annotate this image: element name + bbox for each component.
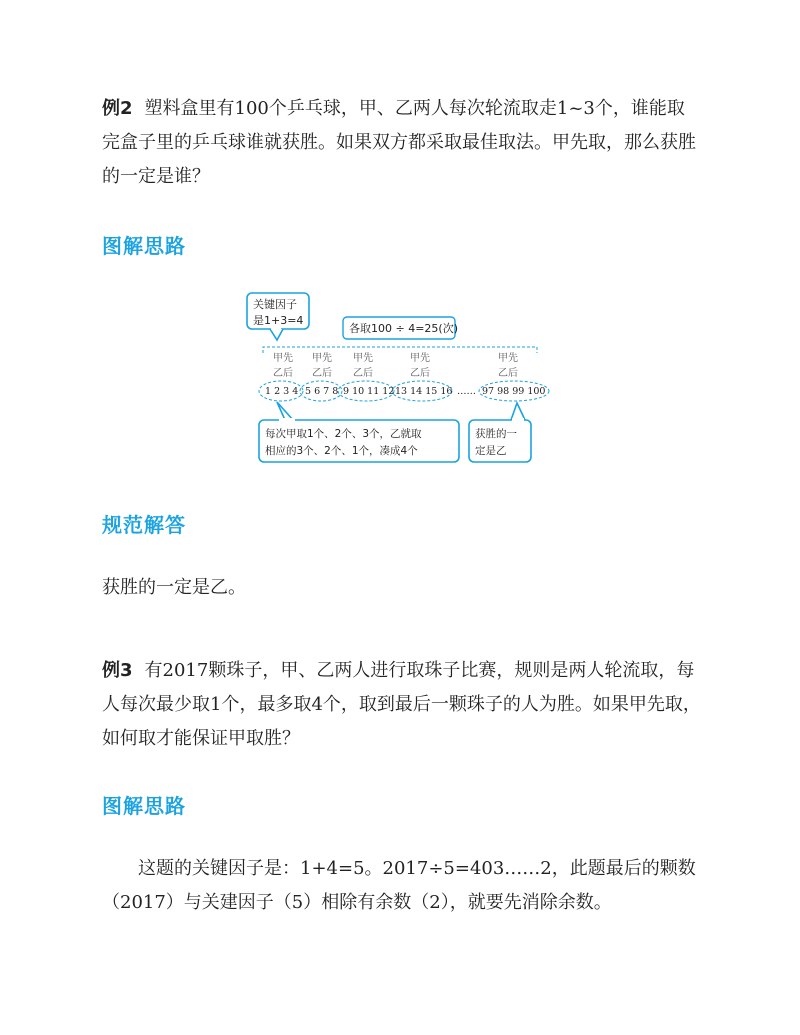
group-text-4: 13 14 15 16 [395, 386, 453, 397]
winner-pointer [511, 403, 525, 420]
heading-thinking-2: 图解思路 [102, 794, 186, 818]
example-3-paragraph [102, 654, 702, 756]
each-take-text: 各取100 ÷ 4=25(次) [349, 322, 459, 335]
example-3-text: 有2017颗珠子，甲、乙两人进行取珠子比赛，规则是两人轮流取，每人每次最少取1个，最多取4个，取到最后一颗珠子的人为胜。如果甲先取，如何取才能保证甲取胜？ [102, 660, 701, 749]
yi-after-3: 乙后 [353, 368, 373, 379]
example-2-paragraph [102, 92, 702, 194]
heading-answer: 规范解答 [102, 513, 186, 537]
note-line1: 每次甲取1个、2个、3个，乙就取 [265, 428, 422, 440]
group-text-5: 97 98 99 100 [482, 386, 546, 397]
key-factor-line1: 关键因子 [253, 298, 297, 311]
diagram [235, 290, 565, 470]
note-line2: 相应的3个、2个、1个，凑成4个 [265, 445, 418, 457]
yi-after-1: 乙后 [273, 368, 293, 379]
yi-after-5: 乙后 [498, 368, 518, 379]
analysis-text: 这题的关键因子是：1+4=5。2017÷5=403……2，此题最后的颗数（2017）与关建因子（5）相除有余数（2），就要先消除余数。 [102, 858, 696, 913]
span-bracket [263, 347, 537, 353]
jia-first-2: 甲先 [312, 353, 332, 364]
note-pointer [277, 402, 293, 420]
heading-thinking-1: 图解思路 [102, 234, 186, 258]
example-3-label: 例3 [102, 660, 133, 681]
jia-first-1: 甲先 [273, 353, 293, 364]
jia-first-3: 甲先 [353, 353, 373, 364]
yi-after-4: 乙后 [410, 368, 430, 379]
key-factor-pointer [270, 329, 283, 340]
jia-first-5: 甲先 [498, 353, 518, 364]
group-text-1: 1 2 3 4 [265, 386, 299, 397]
group-text-3: 9 10 11 12 [343, 386, 395, 397]
group-text-2: 5 6 7 8 [305, 386, 339, 397]
key-factor-line2: 是1+3=4 [253, 314, 304, 327]
winner-line1: 获胜的一 [475, 428, 517, 440]
example-2-text: 塑料盒里有100个乒乓球，甲、乙两人每次轮流取走1~3个，谁能取完盒子里的乒乓球谁就获胜。如果双方都采取最佳取法。甲先取，那么获胜的一定是谁？ [102, 98, 696, 187]
ellipsis-dots: …… [457, 386, 476, 397]
yi-after-2: 乙后 [312, 368, 332, 379]
jia-first-4: 甲先 [410, 353, 430, 364]
example-2-label: 例2 [102, 98, 133, 119]
winner-line2: 定是乙 [475, 445, 507, 457]
answer-text: 获胜的一定是乙。 [102, 577, 246, 598]
